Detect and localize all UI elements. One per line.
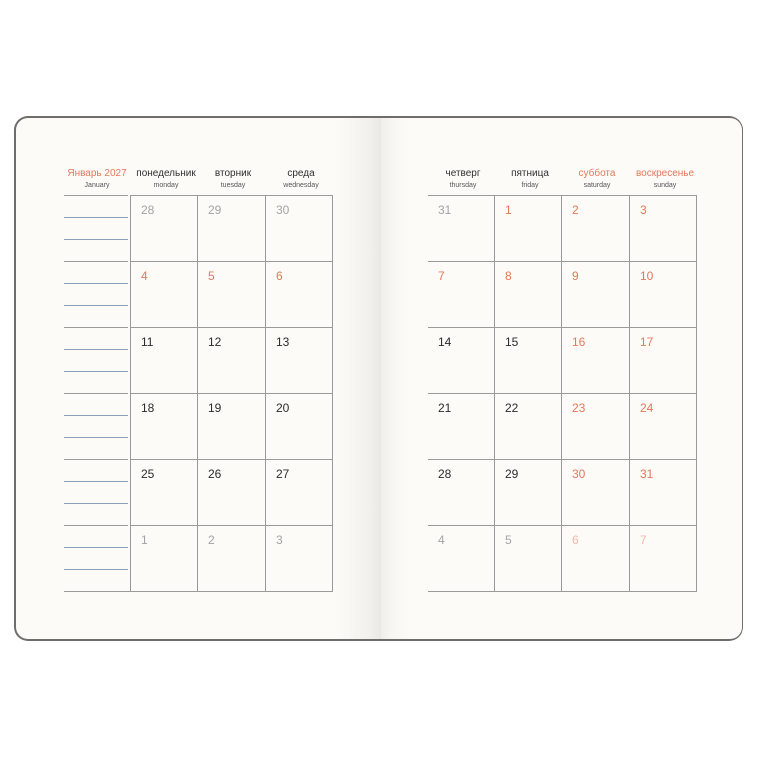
- right-day-number: 21: [438, 401, 452, 415]
- notes-line: [64, 195, 128, 196]
- left-grid-bottom-line: [64, 591, 333, 592]
- weekday-name-en: sunday: [653, 182, 677, 189]
- weekday-name: суббота: [578, 168, 616, 179]
- left-page: [16, 118, 381, 639]
- left-grid-row-line: [131, 261, 333, 262]
- weekday-name-en: thursday: [449, 182, 477, 189]
- left-day-number: 26: [208, 467, 222, 481]
- notes-line: [64, 261, 128, 262]
- notes-line: [64, 503, 128, 504]
- left-day-number: 18: [141, 401, 155, 415]
- left-day-number: 20: [276, 401, 290, 415]
- weekday-name: среда: [287, 168, 315, 179]
- weekday-name: воскресенье: [635, 168, 695, 179]
- notes-line: [64, 569, 128, 570]
- weekday-name-en: monday: [153, 182, 179, 189]
- notes-line: [64, 547, 128, 548]
- right-grid-bottom-line: [428, 591, 697, 592]
- notes-line: [64, 481, 128, 482]
- right-day-number: 9: [572, 269, 579, 283]
- left-grid-row-line: [131, 195, 333, 196]
- notes-line: [64, 371, 128, 372]
- right-grid-row-line: [428, 459, 697, 460]
- right-day-number: 24: [640, 401, 654, 415]
- notes-line: [64, 349, 128, 350]
- weekday-name: понедельник: [136, 168, 196, 179]
- weekday-name-en: wednesday: [283, 182, 319, 189]
- right-day-number: 30: [572, 467, 586, 481]
- right-day-number: 5: [505, 533, 512, 547]
- left-day-number: 3: [276, 533, 283, 547]
- left-day-number: 28: [141, 203, 155, 217]
- left-grid-row-line: [131, 459, 333, 460]
- right-day-number: 2: [572, 203, 579, 217]
- notes-line: [64, 217, 128, 218]
- right-grid-column-line: [494, 195, 495, 591]
- right-day-number: 6: [572, 533, 579, 547]
- right-day-number: 7: [438, 269, 445, 283]
- right-grid-column-line: [629, 195, 630, 591]
- right-day-number: 31: [640, 467, 654, 481]
- month-title: Январь 2027: [67, 168, 127, 179]
- weekday-name-en: saturday: [583, 182, 611, 189]
- weekday-name-en: tuesday: [220, 182, 246, 189]
- weekday-header-tuesday: [198, 168, 268, 191]
- left-day-number: 11: [141, 335, 154, 349]
- left-day-number: 30: [276, 203, 290, 217]
- left-day-number: 4: [141, 269, 148, 283]
- right-day-number: 8: [505, 269, 512, 283]
- right-day-number: 3: [640, 203, 647, 217]
- month-header: [62, 168, 132, 191]
- right-day-number: 16: [572, 335, 586, 349]
- left-day-number: 27: [276, 467, 290, 481]
- right-day-number: 22: [505, 401, 519, 415]
- right-grid-row-line: [428, 393, 697, 394]
- right-day-number: 29: [505, 467, 519, 481]
- notes-line: [64, 415, 128, 416]
- right-day-number: 14: [438, 335, 452, 349]
- right-day-number: 4: [438, 533, 445, 547]
- left-day-number: 13: [276, 335, 290, 349]
- right-day-number: 15: [505, 335, 519, 349]
- right-day-number: 31: [438, 203, 452, 217]
- right-grid-edge-line: [696, 195, 697, 591]
- left-day-number: 1: [141, 533, 148, 547]
- left-day-number: 25: [141, 467, 155, 481]
- left-grid-column-line: [197, 195, 198, 591]
- weekday-name: вторник: [214, 168, 252, 179]
- weekday-name: пятница: [511, 168, 549, 179]
- notes-line: [64, 437, 128, 438]
- right-grid-row-line: [428, 327, 697, 328]
- left-day-number: 6: [276, 269, 283, 283]
- left-day-number: 29: [208, 203, 222, 217]
- left-grid-column-line: [130, 195, 131, 591]
- month-subtitle: January: [84, 182, 110, 189]
- right-grid-row-line: [428, 195, 697, 196]
- notes-line: [64, 327, 128, 328]
- weekday-name: четверг: [445, 168, 481, 179]
- notes-line: [64, 283, 128, 284]
- left-grid-column-line: [265, 195, 266, 591]
- right-day-number: 10: [640, 269, 654, 283]
- right-day-number: 23: [572, 401, 586, 415]
- weekday-header-friday: [495, 168, 565, 191]
- right-day-number: 7: [640, 533, 647, 547]
- weekday-name-en: friday: [521, 182, 539, 189]
- weekday-header-monday: [131, 168, 201, 191]
- right-day-number: 28: [438, 467, 452, 481]
- left-day-number: 2: [208, 533, 215, 547]
- left-grid-row-line: [131, 525, 333, 526]
- left-day-number: 12: [208, 335, 222, 349]
- left-grid-edge-line: [332, 195, 333, 591]
- left-day-number: 19: [208, 401, 222, 415]
- notes-line: [64, 305, 128, 306]
- right-grid-column-line: [561, 195, 562, 591]
- weekday-header-thursday: [428, 168, 498, 191]
- notes-line: [64, 239, 128, 240]
- right-grid-row-line: [428, 261, 697, 262]
- weekday-header-saturday: [562, 168, 632, 191]
- notes-line: [64, 525, 128, 526]
- left-grid-row-line: [131, 393, 333, 394]
- notes-line: [64, 459, 128, 460]
- weekday-header-sunday: [630, 168, 700, 191]
- left-grid-row-line: [131, 327, 333, 328]
- right-day-number: 17: [640, 335, 654, 349]
- left-day-number: 5: [208, 269, 215, 283]
- right-day-number: 1: [505, 203, 512, 217]
- weekday-header-wednesday: [266, 168, 336, 191]
- notes-line: [64, 393, 128, 394]
- right-grid-row-line: [428, 525, 697, 526]
